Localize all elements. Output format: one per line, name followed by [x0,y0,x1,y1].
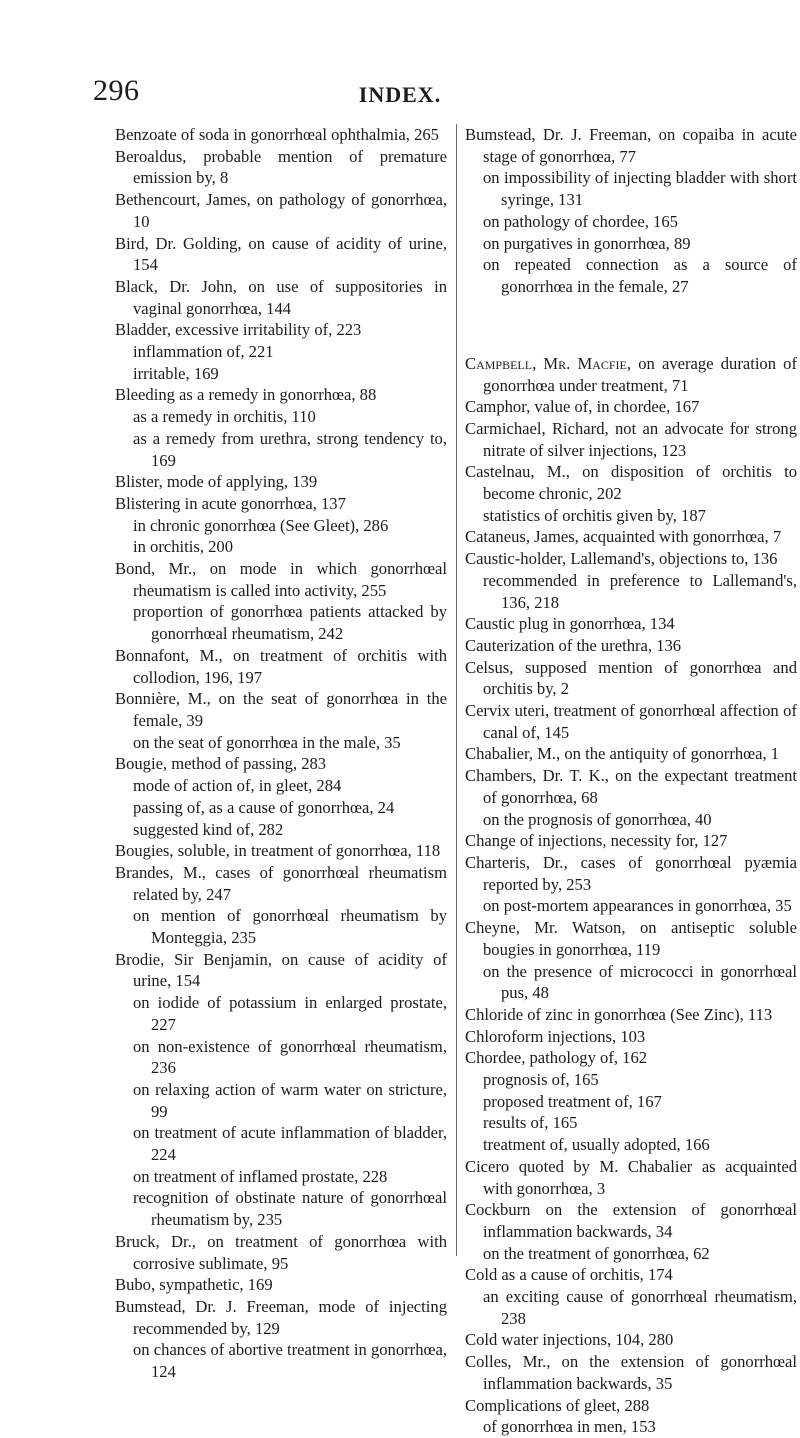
index-subentry: prognosis of, 165 [483,1070,599,1090]
page-title: INDEX. [358,82,442,107]
index-entry: Benzoate of soda in gonorrhœal ophthalmia, 265 [115,125,439,144]
index-subentry: irritable, 169 [133,363,219,383]
index-column-right [465,124,797,1438]
index-entry: Cicero quoted by M. Chabalier as acquainted with gonorrhœa, 3 [465,1156,797,1198]
index-entry: Blister, mode of applying, 139 [115,472,318,492]
index-entry: Brodie, Sir Benjamin, on cause of acidity of urine, 154 [115,949,447,991]
index-entry: Bleeding as a remedy in gonorrhœa, 88 [115,385,377,405]
index-entry: Chabalier, M., on the antiquity of gonorrhœa, 1 [465,744,780,764]
index-entry: Bonnière, M., on the seat of gonorrhœa in the female, 39 [115,689,447,730]
index-column-left [115,124,447,1383]
index-entry: Cold as a cause of orchitis, 174 [465,1265,673,1285]
index-subentry: passing of, as a cause of gonorrhœa, 24 [133,797,395,817]
index-subentry: on post-mortem appearances in gonorrhœa, 35 [483,896,792,916]
index-subentry: mode of action of, in gleet, 284 [133,776,342,796]
index-entry: Bumstead, Dr. J. Freeman, on copaiba in acute stage of gonorrhœa, 77 [465,125,797,166]
index-entry: Chambers, Dr. T. K., on the expectant treatment of gonorrhœa, 68 [465,766,797,807]
entry-gap [465,314,797,336]
index-subentry: recommended in preference to Lallemand's, 136, 218 [483,570,797,612]
index-entry: Cataneus, James, acquainted with gonorrhœa, 7 [465,527,782,547]
index-subentry: suggested kind of, 282 [133,819,284,839]
index-subentry: of gonorrhœa in men, 153 [483,1417,656,1437]
index-entry: Beroaldus, probable mention of premature emission by, 8 [115,146,447,188]
index-subentry: proportion of gonorrhœa patients attacked by gonorrhœal rheumatism, 242 [133,602,447,644]
index-entry: Colles, Mr., on the extension of gonorrhœal inflammation backwards, 35 [465,1352,797,1393]
index-entry: Chordee, pathology of, 162 [465,1048,648,1068]
index-entry: Bougies, soluble, in treatment of gonorrhœa, 118 [115,841,441,861]
index-subentry: an exciting cause of gonorrhœal rheumatism, 238 [483,1287,797,1328]
index-subentry: on relaxing action of warm water on stricture, 99 [133,1079,447,1121]
index-subentry: on mention of gonorrhœal rheumatism by Monteggia, 235 [133,906,447,948]
index-entry: Bethencourt, James, on pathology of gonorrhœa, 10 [115,190,447,231]
index-entry: Camphor, value of, in chordee, 167 [465,397,700,417]
index-entry: Bonnafont, M., on treatment of orchitis with collodion, 196, 197 [115,645,447,687]
index-entry: Caustic-holder, Lallemand's, objections to, 136 [465,549,778,569]
index-subentry: on the seat of gonorrhœa in the male, 35 [133,732,401,752]
index-entry: Cheyne, Mr. Watson, on antiseptic soluble bougies in gonorrhœa, 119 [465,918,797,959]
index-subentry: in orchitis, 200 [133,537,234,557]
index-entry: Change of injections, necessity for, 127 [465,831,728,851]
index-subentry: on repeated connection as a source of gonorrhœa in the female, 27 [483,255,797,296]
index-entry: Brandes, M., cases of gonorrhœal rheumatism related by, 247 [115,862,447,904]
index-entry: Bond, Mr., on mode in which gonorrhœal rheumatism is called into activity, 255 [115,559,447,600]
index-subentry: on treatment of acute inflammation of bladder, 224 [133,1123,447,1165]
index-subentry: on chances of abortive treatment in gonorrhœa, 124 [133,1340,447,1382]
index-subentry: results of, 165 [483,1113,578,1133]
index-subentry: on iodide of potassium in enlarged prostate, 227 [133,993,447,1034]
entry-rest: on average duration of gonorrhœa under treatment, 71 [483,353,798,395]
index-subentry: inflammation of, 221 [133,342,274,362]
index-subentry: treatment of, usually adopted, 166 [483,1135,710,1155]
index-entry [465,353,797,396]
index-entry: Blistering in acute gonorrhœa, 137 [115,493,346,513]
index-entry: Bruck, Dr., on treatment of gonorrhœa with corrosive sublimate, 95 [115,1231,447,1273]
index-entry: Cervix uteri, treatment of gonorrhœal affection of canal of, 145 [465,701,797,742]
index-subentry: on the presence of micrococci in gonorrhœal pus, 48 [483,961,797,1003]
index-subentry: proposed treatment of, 167 [483,1091,662,1111]
index-subentry: in chronic gonorrhœa (See Gleet), 286 [133,515,389,535]
entry-lead-smallcaps: Campbell, Mr. Macfie, [465,353,632,373]
index-subentry: on purgatives in gonorrhœa, 89 [483,233,691,253]
column-divider [456,124,457,1256]
index-subentry: on the prognosis of gonorrhœa, 40 [483,809,712,829]
index-subentry: on impossibility of injecting bladder with short syringe, 131 [483,168,797,210]
index-subentry: on treatment of inflamed prostate, 228 [133,1166,388,1186]
index-entry: Chloroform injections, 103 [465,1026,646,1046]
index-entry: Caustic plug in gonorrhœa, 134 [465,614,675,634]
index-subentry: on the treatment of gonorrhœa, 62 [483,1243,710,1263]
index-entry: Celsus, supposed mention of gonorrhœa and orchitis by, 2 [465,657,797,699]
index-entry: Chloride of zinc in gonorrhœa (See Zinc), 113 [465,1004,773,1024]
index-entry: Bougie, method of passing, 283 [115,754,327,774]
index-entry: Bird, Dr. Golding, on cause of acidity of urine, 154 [115,233,447,275]
index-entry: Carmichael, Richard, not an advocate for strong nitrate of silver injections, 123 [465,418,797,460]
index-entry: Charteris, Dr., cases of gonorrhœal pyæmia reported by, 253 [465,852,797,894]
index-subentry: statistics of orchitis given by, 187 [483,505,706,525]
index-entry: Bumstead, Dr. J. Freeman, mode of injecting recommended by, 129 [115,1296,447,1338]
index-entry: Cockburn on the extension of gonorrhœal inflammation backwards, 34 [465,1200,797,1241]
index-subentry: on pathology of chordee, 165 [483,211,678,231]
index-entry: Bladder, excessive irritability of, 223 [115,320,362,340]
index-subentry: as a remedy in orchitis, 110 [133,407,316,427]
index-entry: Cauterization of the urethra, 136 [465,635,682,655]
index-entry: Castelnau, M., on disposition of orchitis to become chronic, 202 [465,462,797,504]
index-entry: Cold water injections, 104, 280 [465,1330,674,1350]
page-number: 296 [93,74,140,107]
index-entry: Complications of gleet, 288 [465,1395,650,1415]
index-subentry: recognition of obstinate nature of gonorrhœal rheumatism by, 235 [133,1188,447,1230]
index-subentry: on non-existence of gonorrhœal rheumatism, 236 [133,1036,447,1078]
index-subentry: as a remedy from urethra, strong tendency to, 169 [133,428,447,470]
index-entry: Black, Dr. John, on use of suppositories in vaginal gonorrhœa, 144 [115,276,447,318]
index-entry: Bubo, sympathetic, 169 [115,1275,273,1295]
